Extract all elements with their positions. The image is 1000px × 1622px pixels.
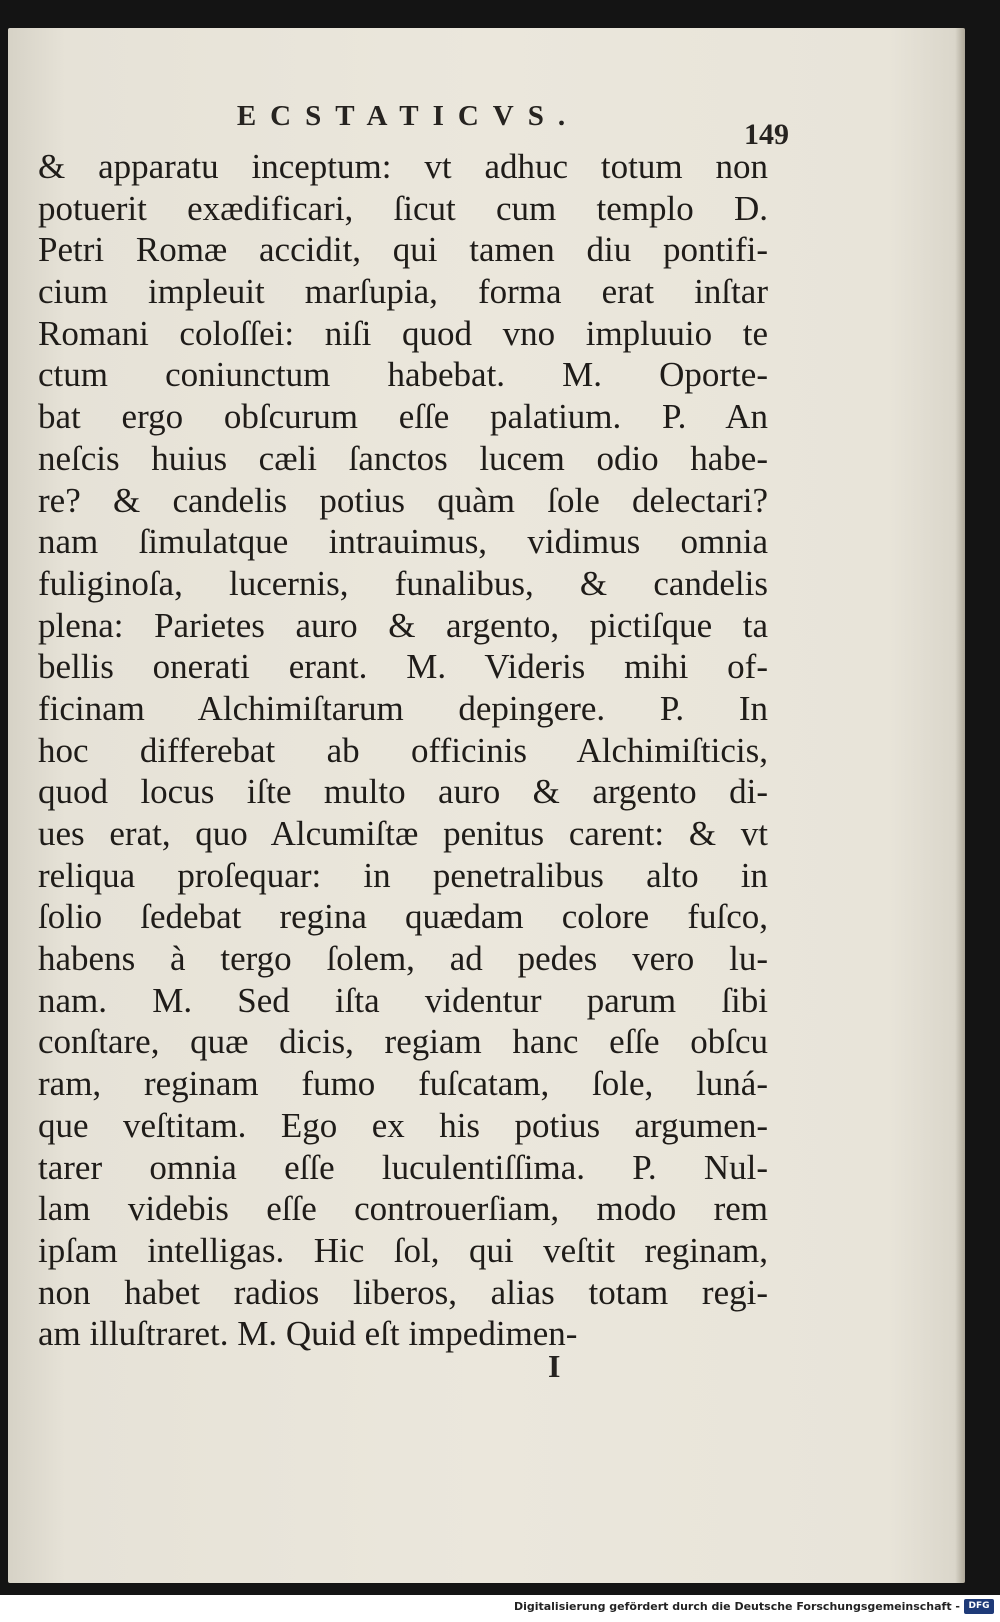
text-line: nam. M. Sed iſta videntur parum ſibi — [38, 980, 768, 1020]
text-line: lam videbis eſſe controuerſiam, modo rem — [38, 1189, 768, 1229]
text-line: Petri Romæ accidit, qui tamen diu pontifi- — [38, 230, 768, 270]
text-line: tarer omnia eſſe luculentiſſima. P. Nul- — [38, 1147, 768, 1187]
running-head: ECSTATICVS. — [236, 100, 580, 132]
text-line: ctum coniunctum habebat. M. Oporte- — [38, 355, 768, 395]
dfg-logo: DFG — [964, 1599, 994, 1614]
page-number: 149 — [744, 118, 789, 151]
text-line: nam ſimulatque intrauimus, vidimus omnia — [38, 522, 768, 562]
text-line: re? & candelis potius quàm ſole delectari? — [38, 480, 768, 520]
text-line: & apparatu inceptum: vt adhuc totum non — [38, 147, 768, 186]
text-line: Romani coloſſei: niſi quod vno impluuio te — [38, 313, 768, 353]
text-line: quod locus iſte multo auro & argento di- — [38, 772, 768, 812]
text-line: am illuſtraret. M. Quid eſt impedimen- — [38, 1314, 578, 1354]
text-line: plena: Parietes auro & argento, pictiſque ta — [38, 605, 768, 645]
text-line: ipſam intelligas. Hic ſol, qui veſtit reginam, — [38, 1230, 768, 1270]
text-line: cium impleuit marſupia, forma erat inſtar — [38, 272, 768, 312]
text-line: reliqua proſequar: in penetralibus alto in — [38, 855, 768, 895]
text-line: neſcis huius cæli ſanctos lucem odio habe- — [38, 438, 768, 478]
text-line: bat ergo obſcurum eſſe palatium. P. An — [38, 397, 768, 437]
footer-credit: Digitalisierung gefördert durch die Deutsche Forschungsgemeinschaft - — [513, 1600, 960, 1613]
text-line: ram, reginam fumo fuſcatam, ſole, luná- — [38, 1064, 768, 1104]
text-line: potuerit exædificari, ſicut cum templo D. — [38, 188, 768, 228]
footer-bar — [0, 1595, 1000, 1622]
text-line: fuliginoſa, lucernis, funalibus, & candelis — [38, 563, 768, 603]
signature-mark: I — [548, 1348, 561, 1384]
page-edge-shadow — [955, 28, 965, 1583]
body-text — [38, 146, 768, 1355]
text-line: non habet radios liberos, alias totam regi- — [38, 1272, 768, 1312]
text-line: que veſtitam. Ego ex his potius argumen- — [38, 1105, 768, 1145]
text-line: conſtare, quæ dicis, regiam hanc eſſe obſcu — [38, 1022, 768, 1062]
text-line: bellis onerati erant. M. Videris mihi of- — [38, 647, 768, 687]
text-line: habens à tergo ſolem, ad pedes vero lu- — [38, 939, 768, 979]
text-line: ficinam Alchimiſtarum depingere. P. In — [38, 688, 768, 728]
text-line: hoc differebat ab officinis Alchimiſticis, — [38, 730, 768, 770]
text-line: ſolio ſedebat regina quædam colore fuſco, — [38, 897, 768, 937]
text-line: ues erat, quo Alcumiſtæ penitus carent: & vt — [38, 814, 768, 853]
book-page — [8, 28, 965, 1583]
